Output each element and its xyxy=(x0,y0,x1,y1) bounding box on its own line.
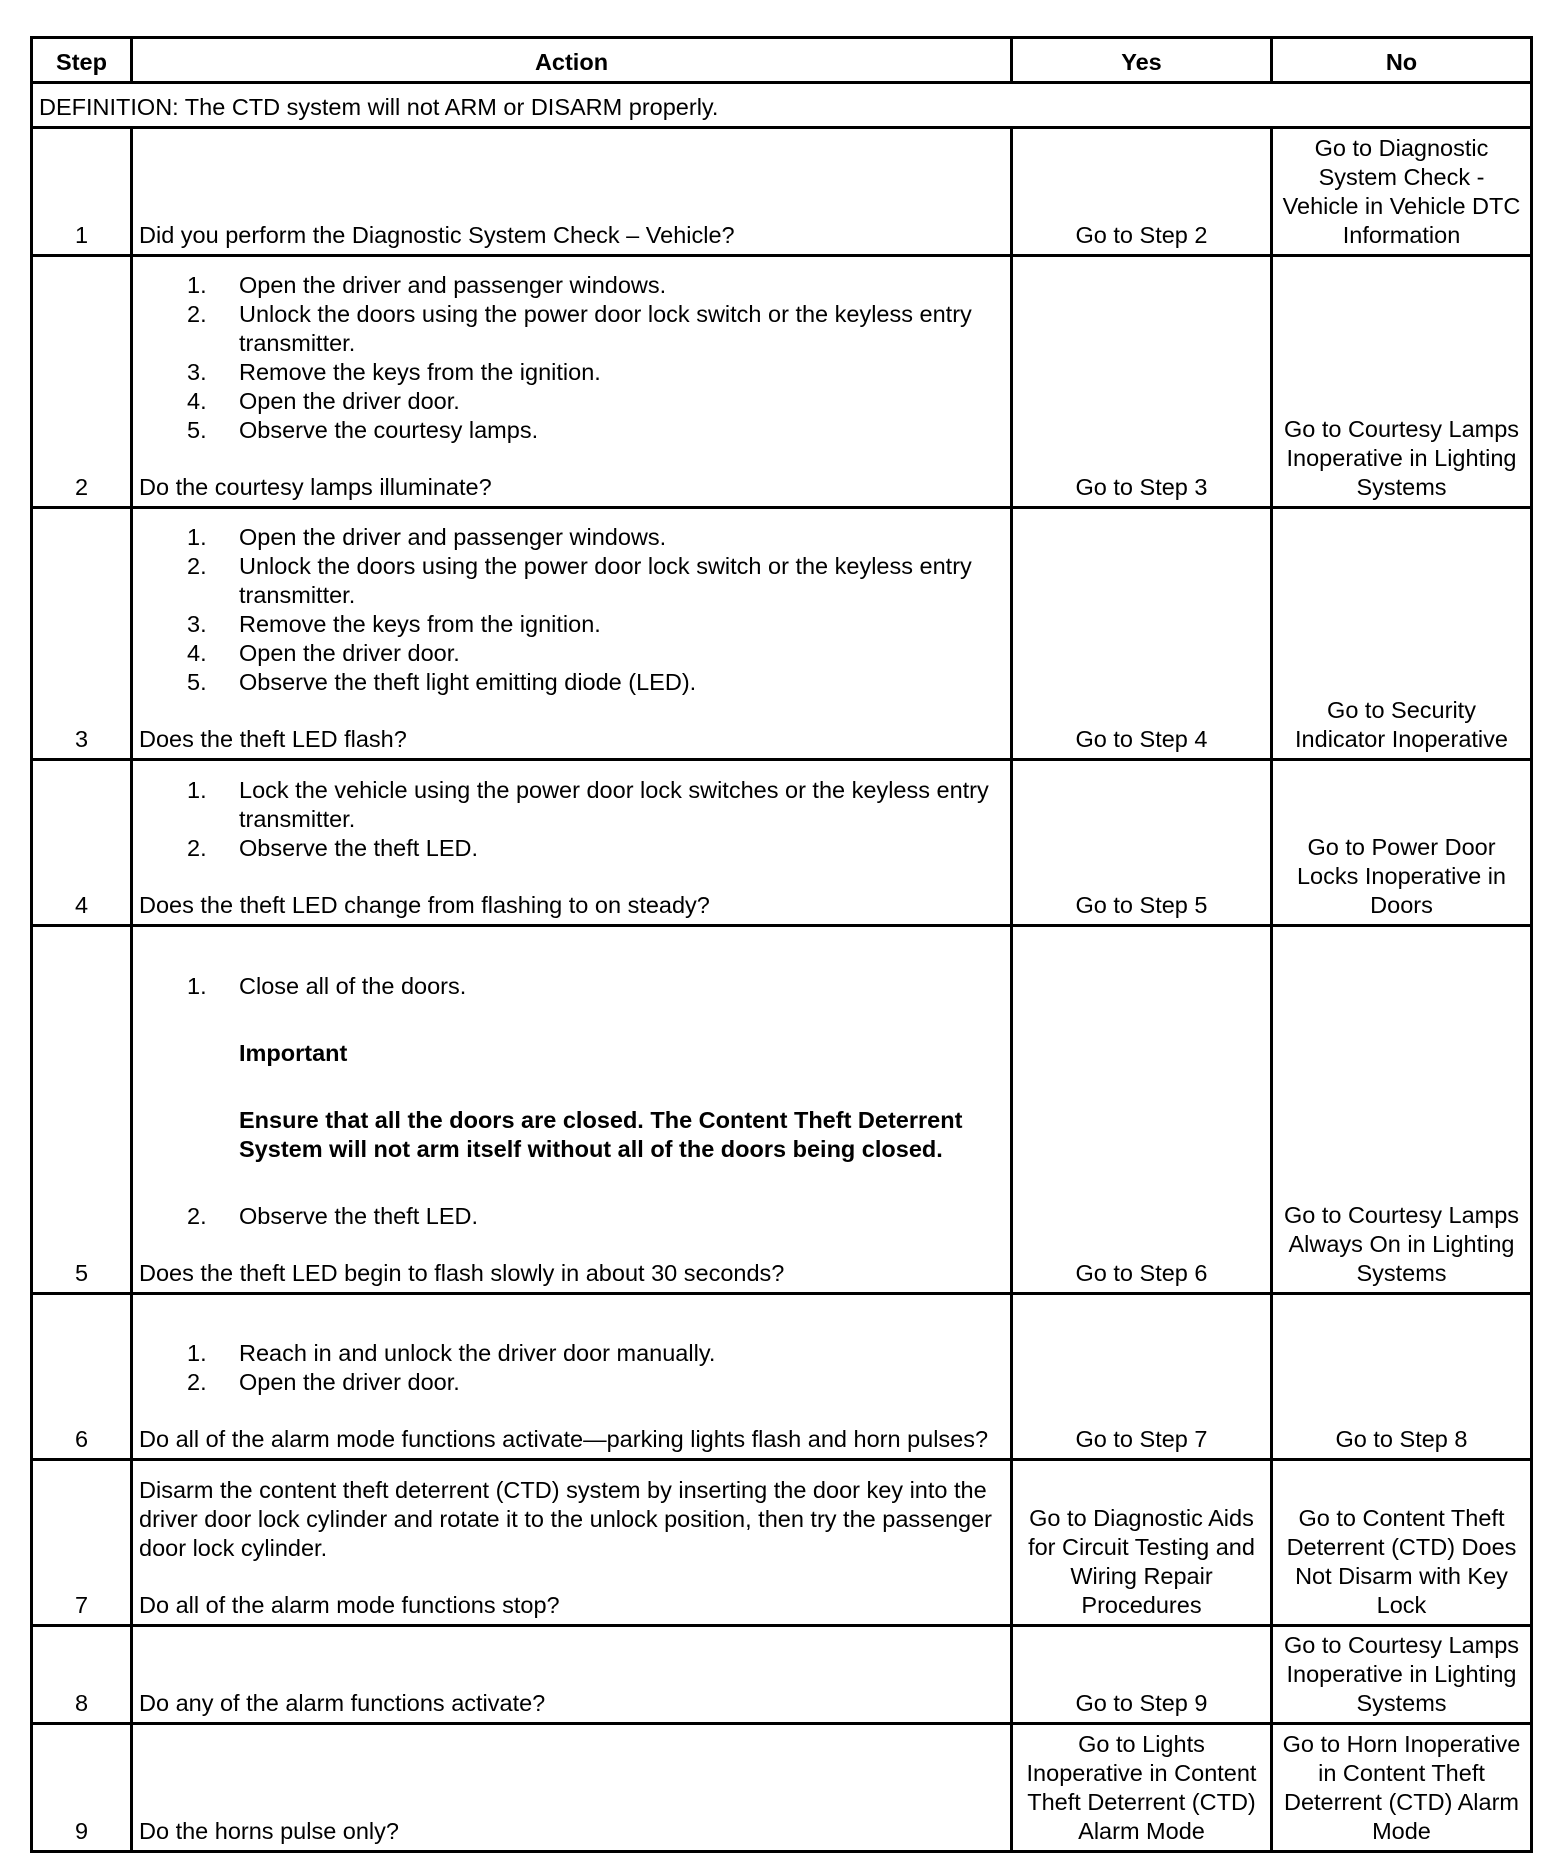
no-cell: Go to Security Indicator Inoperative xyxy=(1272,508,1532,760)
action-cell xyxy=(132,926,1012,1294)
list-number: 2. xyxy=(187,835,207,861)
list-item xyxy=(139,1339,1004,1368)
list-text: Unlock the doors using the power door lock switch or the keyless entry transmitter. xyxy=(239,553,972,608)
question-text: Do the courtesy lamps illuminate? xyxy=(139,474,492,500)
question-text: Did you perform the Diagnostic System Check – Vehicle? xyxy=(139,222,735,248)
list-item xyxy=(139,972,1004,1001)
step-number: 2 xyxy=(32,256,132,508)
list-number: 5. xyxy=(187,669,207,695)
header-action: Action xyxy=(132,38,1012,83)
yes-cell: Go to Step 3 xyxy=(1012,256,1272,508)
table-row xyxy=(32,1724,1532,1852)
header-no: No xyxy=(1272,38,1532,83)
list-number: 1. xyxy=(187,272,207,298)
step-number: 8 xyxy=(32,1626,132,1724)
no-cell: Go to Step 8 xyxy=(1272,1294,1532,1460)
list-text: Open the driver door. xyxy=(239,388,460,414)
list-number: 2. xyxy=(187,1369,207,1395)
yes-cell: Go to Step 6 xyxy=(1012,926,1272,1294)
list-item xyxy=(139,523,1004,552)
procedure-list xyxy=(139,523,1004,697)
table-row xyxy=(32,926,1532,1294)
yes-cell: Go to Diagnostic Aids for Circuit Testing and Wiring Repair Procedures xyxy=(1012,1460,1272,1626)
table-row xyxy=(32,256,1532,508)
question-text: Does the theft LED begin to flash slowly in about 30 seconds? xyxy=(139,1260,785,1286)
no-cell: Go to Courtesy Lamps Always On in Lighting Systems xyxy=(1272,926,1532,1294)
question-text: Do all of the alarm mode functions stop? xyxy=(139,1592,560,1618)
table-row xyxy=(32,508,1532,760)
action-cell xyxy=(132,508,1012,760)
definition-text: DEFINITION: The CTD system will not ARM or DISARM properly. xyxy=(32,83,1532,128)
list-text: Open the driver door. xyxy=(239,1369,460,1395)
definition-row xyxy=(32,83,1532,128)
procedure-list xyxy=(139,972,1004,1001)
list-text: Reach in and unlock the driver door manually. xyxy=(239,1340,716,1366)
step-number: 9 xyxy=(32,1724,132,1852)
list-text: Open the driver and passenger windows. xyxy=(239,524,667,550)
procedure-list xyxy=(139,1202,1004,1231)
question-text: Do any of the alarm functions activate? xyxy=(139,1690,546,1716)
yes-cell: Go to Step 9 xyxy=(1012,1626,1272,1724)
procedure-list xyxy=(139,1339,1004,1397)
list-text: Close all of the doors. xyxy=(239,973,467,999)
list-number: 3. xyxy=(187,611,207,637)
action-cell xyxy=(132,1626,1012,1724)
no-cell: Go to Courtesy Lamps Inoperative in Lighting Systems xyxy=(1272,1626,1532,1724)
instruction-text: Disarm the content theft deterrent (CTD) system by inserting the door key into the driver door lock cylinder and rotate it to the unlock position, then try the passenger door lock cylinder. xyxy=(139,1477,992,1561)
header-step: Step xyxy=(32,38,132,83)
table-row xyxy=(32,1460,1532,1626)
list-text: Remove the keys from the ignition. xyxy=(239,359,601,385)
list-item xyxy=(139,668,1004,697)
list-text: Unlock the doors using the power door lock switch or the keyless entry transmitter. xyxy=(239,301,972,356)
question-text: Do the horns pulse only? xyxy=(139,1818,399,1844)
list-text: Open the driver and passenger windows. xyxy=(239,272,667,298)
important-label: Important xyxy=(239,1040,348,1066)
no-cell: Go to Horn Inoperative in Content Theft Deterrent (CTD) Alarm Mode xyxy=(1272,1724,1532,1852)
procedure-list xyxy=(139,271,1004,445)
table-row xyxy=(32,1626,1532,1724)
list-text: Observe the theft LED. xyxy=(239,835,479,861)
list-number: 2. xyxy=(187,553,207,579)
list-number: 1. xyxy=(187,1340,207,1366)
list-text: Observe the courtesy lamps. xyxy=(239,417,539,443)
list-text: Open the driver door. xyxy=(239,640,460,666)
procedure-list xyxy=(139,776,1004,863)
list-number: 1. xyxy=(187,524,207,550)
list-item xyxy=(139,610,1004,639)
list-number: 4. xyxy=(187,640,207,666)
yes-cell: Go to Step 4 xyxy=(1012,508,1272,760)
list-number: 5. xyxy=(187,417,207,443)
list-text: Lock the vehicle using the power door lock switches or the keyless entry transmitter. xyxy=(239,777,989,832)
yes-cell: Go to Step 7 xyxy=(1012,1294,1272,1460)
action-cell xyxy=(132,1294,1012,1460)
action-cell xyxy=(132,256,1012,508)
list-number: 2. xyxy=(187,1203,207,1229)
no-cell: Go to Content Theft Deterrent (CTD) Does Not Disarm with Key Lock xyxy=(1272,1460,1532,1626)
table-row xyxy=(32,760,1532,926)
list-number: 3. xyxy=(187,359,207,385)
diagnostic-table xyxy=(30,36,1533,1853)
no-cell: Go to Power Door Locks Inoperative in Doors xyxy=(1272,760,1532,926)
step-number: 1 xyxy=(32,128,132,256)
list-item xyxy=(139,271,1004,300)
list-item xyxy=(139,639,1004,668)
list-item xyxy=(139,552,1004,610)
step-number: 4 xyxy=(32,760,132,926)
action-cell xyxy=(132,1460,1012,1626)
list-item xyxy=(139,416,1004,445)
question-text: Does the theft LED change from flashing to on steady? xyxy=(139,892,710,918)
step-number: 5 xyxy=(32,926,132,1294)
action-cell xyxy=(132,760,1012,926)
list-item xyxy=(139,1368,1004,1397)
list-text: Observe the theft light emitting diode (LED). xyxy=(239,669,697,695)
list-item xyxy=(139,358,1004,387)
list-item xyxy=(139,834,1004,863)
action-cell xyxy=(132,1724,1012,1852)
list-number: 2. xyxy=(187,301,207,327)
header-row xyxy=(32,38,1532,83)
yes-cell: Go to Lights Inoperative in Content Theft Deterrent (CTD) Alarm Mode xyxy=(1012,1724,1272,1852)
yes-cell: Go to Step 2 xyxy=(1012,128,1272,256)
table-row xyxy=(32,1294,1532,1460)
step-number: 6 xyxy=(32,1294,132,1460)
question-text: Does the theft LED flash? xyxy=(139,726,407,752)
list-number: 1. xyxy=(187,777,207,803)
list-number: 4. xyxy=(187,388,207,414)
list-item xyxy=(139,300,1004,358)
list-item xyxy=(139,387,1004,416)
table-row xyxy=(32,128,1532,256)
yes-cell: Go to Step 5 xyxy=(1012,760,1272,926)
list-text: Remove the keys from the ignition. xyxy=(239,611,601,637)
list-item xyxy=(139,776,1004,834)
question-text: Do all of the alarm mode functions activate—parking lights flash and horn pulses? xyxy=(139,1426,989,1452)
step-number: 3 xyxy=(32,508,132,760)
step-number: 7 xyxy=(32,1460,132,1626)
list-item xyxy=(139,1202,1004,1231)
no-cell: Go to Courtesy Lamps Inoperative in Lighting Systems xyxy=(1272,256,1532,508)
action-cell xyxy=(132,128,1012,256)
list-number: 1. xyxy=(187,973,207,999)
header-yes: Yes xyxy=(1012,38,1272,83)
list-text: Observe the theft LED. xyxy=(239,1203,479,1229)
important-note: Ensure that all the doors are closed. The Content Theft Deterrent System will not arm itself without all of the doors being closed. xyxy=(239,1107,963,1162)
no-cell: Go to Diagnostic System Check - Vehicle in Vehicle DTC Information xyxy=(1272,128,1532,256)
